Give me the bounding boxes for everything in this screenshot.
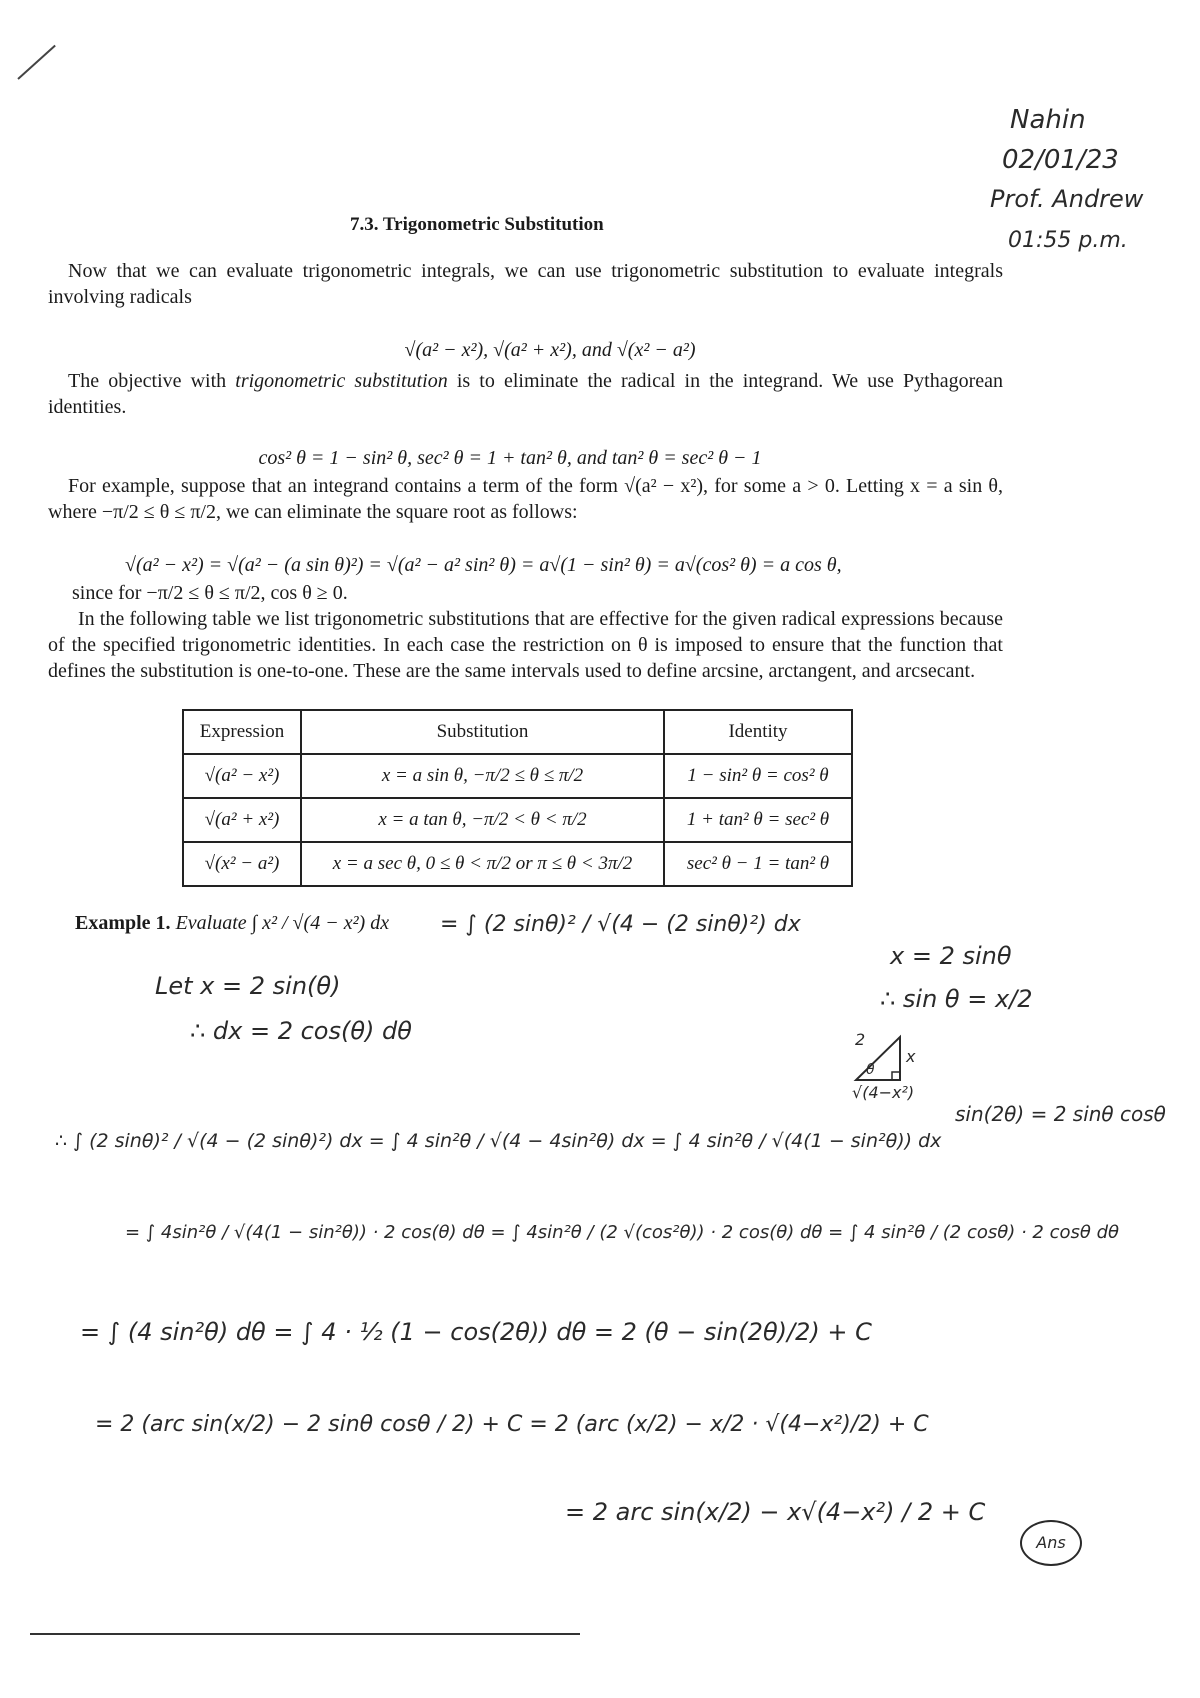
objective-text-pre: The objective with [68,370,236,392]
triangle-angle-label: θ [866,1062,875,1078]
work-line-4: = ∫ (4 sin²θ) dθ = ∫ 4 · ½ (1 − cos(2θ)) dθ = 2 (θ − sin(2θ)/2) + C [80,1318,872,1346]
cell-expression: √(a² − x²) [183,754,301,798]
time: 01:55 p.m. [1008,228,1128,253]
double-angle-note: sin(2θ) = 2 sinθ cosθ [955,1102,1166,1126]
example-prompt: Evaluate ∫ x² / √(4 − x²) dx [175,912,390,934]
cell-substitution: x = a sin θ, −π/2 ≤ θ ≤ π/2 [301,754,664,798]
objective-text-post: is to eliminate the radical in the integrand. We use Pythagorean identities. [48,370,1004,418]
intro-paragraph: Now that we can evaluate trigonometric integrals, we can use trigonometric substitution to evaluate integrals involving radicals [48,260,1003,308]
radicals-line: √(a² − x²), √(a² + x²), and √(x² − a²) [404,339,696,361]
col-header-identity: Identity [664,710,852,754]
student-name: Nahin [1010,105,1086,135]
professor: Prof. Andrew [990,185,1144,213]
dx-substitution: ∴ dx = 2 cos(θ) dθ [190,1017,412,1045]
cell-identity: 1 − sin² θ = cos² θ [664,754,852,798]
triangle-hyp-label: 2 [855,1030,866,1049]
work-line-5: = 2 (arc sin(x/2) − 2 sinθ cosθ / 2) + C = 2 (arc (x/2) − x/2 · √(4−x²)/2) + C [95,1412,929,1437]
objective-paragraph [48,368,1003,420]
side-note-sub: x = 2 sinθ [890,942,1012,970]
example-statement [75,910,389,936]
work-line-1: = ∫ (2 sinθ)² / √(4 − (2 sinθ)²) dx [440,912,801,937]
date: 02/01/23 [1002,145,1119,175]
table-header-row [183,710,852,754]
pen-stroke [17,45,55,80]
col-header-substitution: Substitution [301,710,664,754]
pythagorean-identities: cos² θ = 1 − sin² θ, sec² θ = 1 + tan² θ, and tan² θ = sec² θ − 1 [258,447,762,469]
cell-identity: sec² θ − 1 = tan² θ [664,842,852,886]
col-header-expression: Expression [183,710,301,754]
bottom-rule [30,1633,580,1635]
cell-substitution: x = a sec θ, 0 ≤ θ < π/2 or π ≤ θ < 3π/2 [301,842,664,886]
triangle-adj-label: √(4−x²) [852,1083,915,1102]
table-row [183,798,852,842]
work-line-6: = 2 arc sin(x/2) − x√(4−x²) / 2 + C [565,1498,986,1526]
triangle-opp-label: x [906,1047,916,1066]
cell-substitution: x = a tan θ, −π/2 < θ < π/2 [301,798,664,842]
cell-expression: √(a² + x²) [183,798,301,842]
answer-mark: Ans [1020,1520,1082,1566]
work-line-3: = ∫ 4sin²θ / √(4(1 − sin²θ)) · 2 cos(θ) dθ = ∫ 4sin²θ / (2 √(cos²θ)) · 2 cos(θ) dθ = ∫ 4 sin²θ / (2 cosθ) · 2 cosθ dθ [125,1222,1120,1243]
let-substitution: Let x = 2 sin(θ) [155,972,341,1000]
cell-expression: √(x² − a²) [183,842,301,886]
work-line-2: ∴ ∫ (2 sinθ)² / √(4 − (2 sinθ)²) dx = ∫ 4 sin²θ / √(4 − 4sin²θ) dx = ∫ 4 sin²θ / √(4(1 − sin²θ)) dx [55,1130,942,1152]
example-label: Example 1. [75,912,171,934]
side-note-sin: ∴ sin θ = x/2 [880,985,1033,1013]
objective-emphasis: trigonometric substitution [235,370,448,392]
cell-identity: 1 + tan² θ = sec² θ [664,798,852,842]
example-paragraph: For example, suppose that an integrand contains a term of the form √(a² − x²), for some a > 0. Letting x = a sin θ, where −π/2 ≤ θ ≤ π/2, we can eliminate the square root as follows: [48,475,1003,523]
since-line: since for −π/2 ≤ θ ≤ π/2, cos θ ≥ 0. [72,582,348,604]
table-row [183,754,852,798]
section-title: 7.3. Trigonometric Substitution [350,214,604,235]
substitution-table [182,709,853,887]
table-intro-paragraph: In the following table we list trigonometric substitutions that are effective for the given radical expressions because of the specified trigonometric identities. In each case the restriction on θ is imposed to ensure that the function that defines the substitution is one-to-one. These are the same intervals used to define arcsine, arctangent, and arcsecant. [48,608,1003,682]
derivation-line: √(a² − x²) = √(a² − (a sin θ)²) = √(a² − a² sin² θ) = a√(1 − sin² θ) = a√(cos² θ) = a cos θ, [125,554,842,576]
table-row [183,842,852,886]
